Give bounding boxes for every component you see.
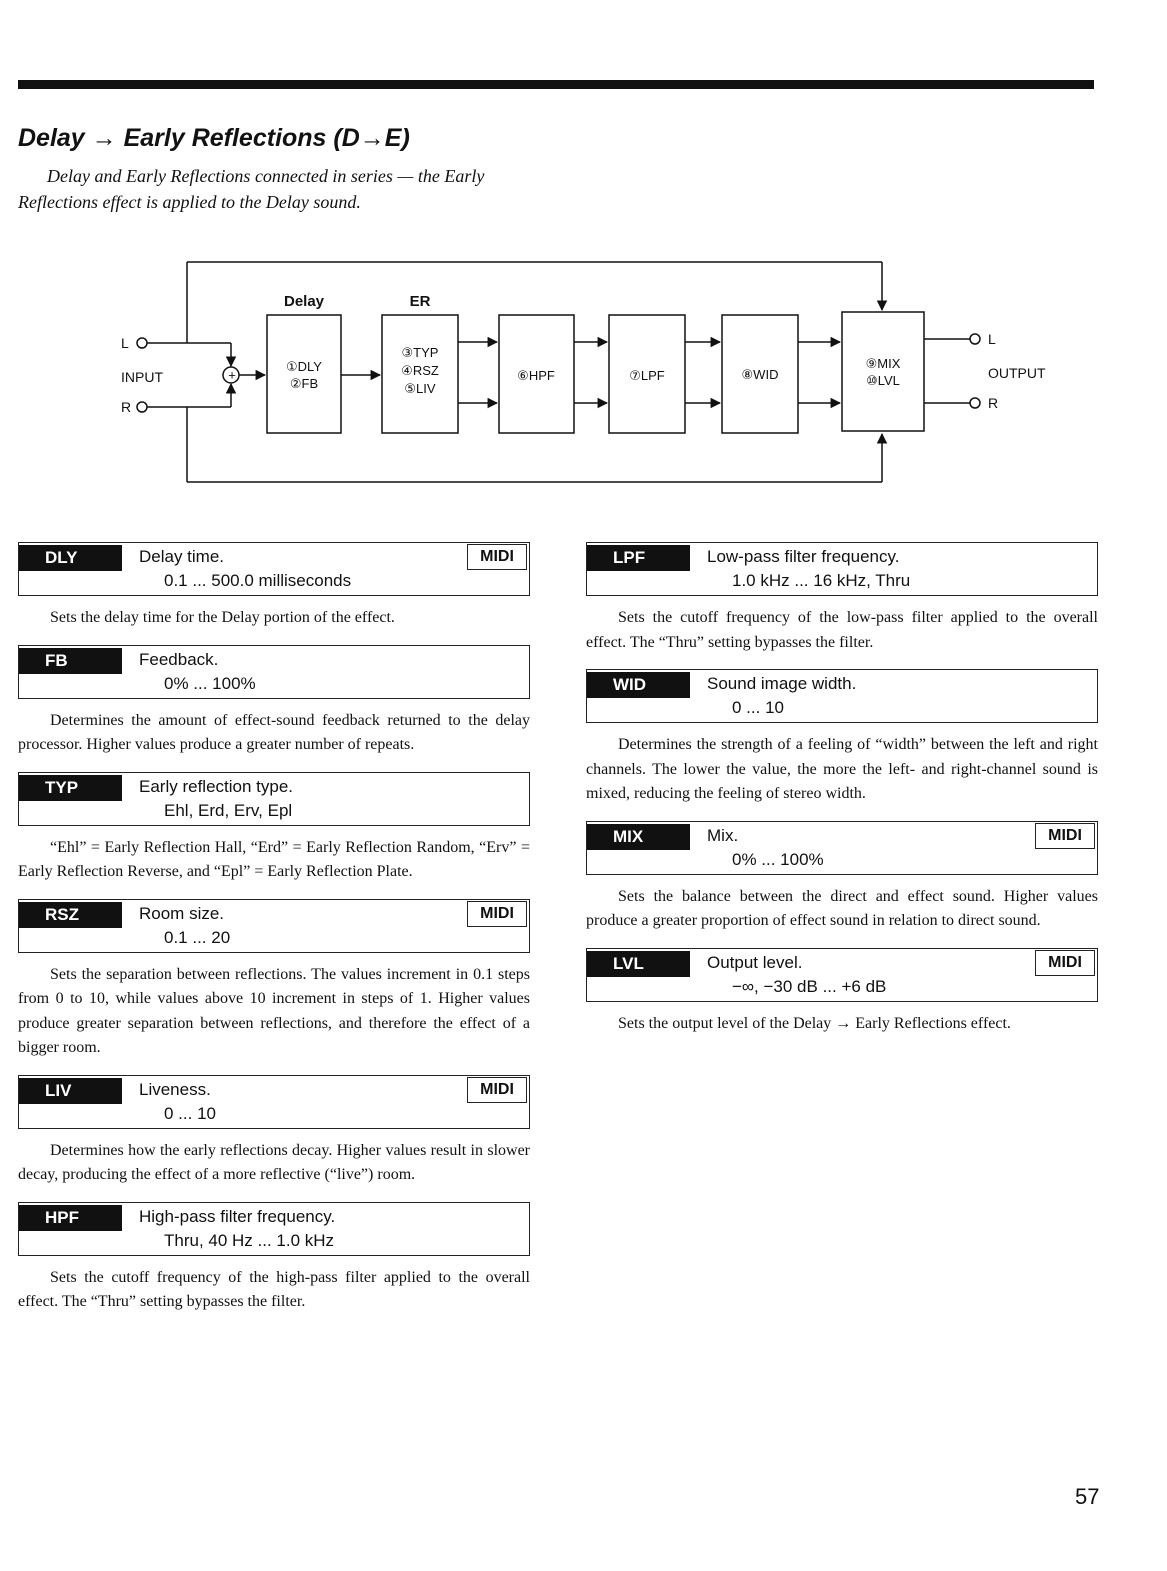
signal-flow-diagram [60,250,1100,500]
param-name: Output level. [707,952,803,972]
page-subtitle: Delay and Early Reflections connected in series — the Early Reflections effect is applied to the Delay sound. [18,166,485,212]
group-label-delay: Delay [283,293,325,310]
param-code: DLY [19,545,122,571]
block-label-rsz: ④RSZ [401,363,439,378]
param-description: Sets the cutoff frequency of the low-pass filter applied to the overall effect. The “Thru” setting bypasses the filter. [586,609,1098,651]
param-name: Liveness. [139,1079,211,1099]
param-description: Determines how the early reflections decay. Higher values result in slower decay, producing the effect of a more reflective (“live”) room. [18,1141,530,1183]
output-r-label: R [988,395,999,411]
param-liv [18,1075,530,1188]
param-range: 0% ... 100% [164,673,256,693]
midi-badge: MIDI [1035,823,1095,849]
param-header [18,1202,530,1256]
param-description: Determines the amount of effect-sound feedback returned to the delay processor. Higher values produce a greater number of repeats. [18,711,530,753]
midi-badge: MIDI [467,544,527,570]
block-label-fb: ②FB [289,376,319,391]
block-label-dly: ①DLY [286,359,322,374]
output-r-jack [970,398,980,408]
param-code: FB [19,648,122,674]
param-lpf [586,542,1098,655]
param-dly [18,542,530,631]
param-code: TYP [19,775,122,801]
param-header [586,669,1098,723]
block-label-hpf: ⑥HPF [517,368,555,383]
param-name: Mix. [707,825,739,845]
param-name: High-pass filter frequency. [139,1206,336,1226]
param-rsz [18,899,530,1061]
group-label-er: ER [409,293,431,310]
param-name: Delay time. [139,547,225,566]
block-label-wid: ⑧WID [741,367,779,382]
param-description: Sets the delay time for the Delay portion of the effect. [50,609,395,626]
param-range: 0 ... 10 [164,1103,216,1123]
block-label-typ: ③TYP [401,345,439,360]
param-description: Sets the cutoff frequency of the high-pass filter applied to the overall effect. The “Thru” setting bypasses the filter. [18,1268,530,1310]
param-description: Sets the output level of the Delay → Early Reflections effect. [618,1014,1011,1032]
output-l-label: L [988,331,996,347]
output-label: OUTPUT [988,365,1046,381]
param-header [18,772,530,826]
param-description: “Ehl” = Early Reflection Hall, “Erd” = Early Reflection Random, “Erv” = Early Reflection Reverse, and “Epl” = Early Reflection Plate. [18,838,530,880]
param-description: Sets the separation between reflections. The values increment in 0.1 steps from 0 to 10, while values above 10 increment in steps of 1. Higher values produce greater separation between reflections, and therefore the effect of a bigger room. [18,965,530,1056]
param-header [586,821,1098,875]
right-column [586,542,1098,1050]
header-rule [18,80,1094,89]
input-r-jack [137,402,147,412]
param-range: 0.1 ... 20 [164,927,231,947]
param-range: Ehl, Erd, Erv, Epl [164,800,293,820]
midi-badge: MIDI [467,1077,527,1103]
input-l-jack [137,338,147,348]
param-header [18,542,530,596]
param-code: WID [587,672,690,698]
page-title: Delay → Early Reflections (D→E) [18,124,410,152]
param-name: Early reflection type. [139,776,294,796]
param-range: 0% ... 100% [732,849,824,869]
block-label-liv: ⑤LIV [404,381,436,396]
midi-badge: MIDI [467,901,527,927]
param-range: Thru, 40 Hz ... 1.0 kHz [164,1230,335,1250]
param-range: 0 ... 10 [732,698,784,717]
left-column [18,542,530,1329]
midi-badge: MIDI [1035,950,1095,976]
param-name: Low-pass filter frequency. [707,547,900,566]
param-fb [18,645,530,758]
param-name: Feedback. [139,649,219,669]
param-code: LIV [19,1078,122,1104]
input-l-label: L [121,335,129,351]
param-name: Sound image width. [707,674,857,693]
param-code: MIX [587,824,690,850]
param-code: RSZ [19,902,122,928]
mix-block [842,312,924,431]
param-hpf [18,1202,530,1315]
param-mix [586,821,1098,934]
block-label-lpf: ⑦LPF [629,368,665,383]
param-wid [586,669,1098,807]
input-label: INPUT [121,369,163,385]
param-description: Sets the balance between the direct and effect sound. Higher values produce a greater proportion of effect sound in relation to direct sound. [586,887,1098,929]
param-description: Determines the strength of a feeling of “width” between the left and right channels. The lower the value, the more the left- and right-channel sound is mixed, reducing the feeling of stereo width. [586,736,1098,802]
param-code: LVL [587,951,690,977]
param-lvl [586,948,1098,1037]
block-label-lvl: ⑩LVL [866,373,900,388]
param-header [18,645,530,699]
param-header [586,948,1098,1002]
param-name: Room size. [139,903,225,923]
param-code: HPF [19,1205,122,1231]
block-label-mix: ⑨MIX [865,356,901,371]
param-range: −∞, −30 dB ... +6 dB [732,976,887,996]
input-r-label: R [121,399,132,415]
param-header [18,1075,530,1129]
param-code: LPF [587,545,690,571]
delay-block [267,315,341,433]
sum-symbol: + [228,367,236,383]
output-l-jack [970,334,980,344]
param-range: 1.0 kHz ... 16 kHz, Thru [732,571,911,590]
param-header [586,542,1098,596]
param-typ [18,772,530,885]
param-range: 0.1 ... 500.0 milliseconds [164,571,352,590]
page-number: 57 [1075,1484,1100,1509]
param-header [18,899,530,953]
